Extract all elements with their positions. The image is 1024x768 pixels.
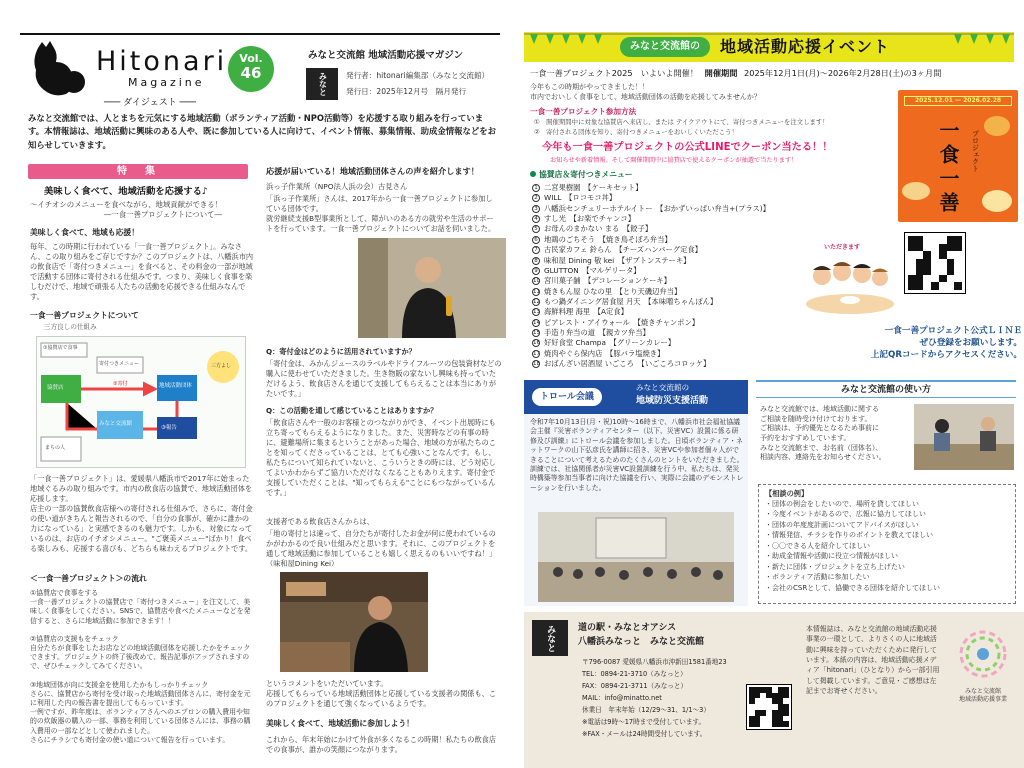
qr-module [939, 282, 947, 290]
feature-bar [28, 164, 248, 179]
how-step-1: ① 開催期間中に対象な協賛店へ来店し、または テイクアウトにて、寄付つきメニューを注文します！ [534, 118, 829, 126]
flow-body: ①協賛店で食事をする 一食一善プロジェクトの協賛店で「寄付つきメニュー」を注文して、美味しく食事をしてください。SNSで、協賛店や食べたメニューなどを発信すると、さらに地域活動に参加できます！！ ②協賛店の支援もをチェック 自分たちが食事をしたお店などの地域活動団体を応援したかをチェックできます。プロジェクトの終了後改めて、報告記事がアップされますので、ぜひチェックしてみてください。 ③地域団体が向に支援金を使用したかもしっかりチェック さらに、協賛店から寄付を受け取った地域活動団体さんに、寄付金を元に利用した内の報告書を提出してもらっています。 一例ですが、昨年度は、ボランティアさんへのエプロンの購入費用や知的の炊飯器の購入の一部、事務を利用している団体さんには、事務の購入費用の一部などとして使われました。 さらにチラシでも寄付金の使い道について報告を行っています。 [30, 589, 251, 744]
hitonari-logo [28, 40, 88, 98]
qr-module [916, 236, 924, 244]
coupon-title: 今年も一食一善プロジェクトの公式LINEでクーポン当たる！！ [542, 142, 833, 153]
period-label: 開催期間 [704, 68, 738, 78]
usage-list-item: ・団体の例会をしたいので、場所を貸してほしい [765, 499, 919, 508]
interview-intro: 「浜っ子作業所」さんは、2017年から一食一善プロジェクトに参加している団体です。 就労継続支援B型事業所として、障がいのある方の就労や生活のサポートを行っています。一食一善プロジェクトについてお話を伺いました。 [266, 194, 496, 233]
menu-item-number: 3 [532, 205, 540, 213]
menu-item [532, 193, 794, 203]
footer-badge-text: みなと交流館 地域活動応援事業 [958, 687, 1007, 704]
qr-module [931, 282, 939, 290]
usage-list-box [758, 484, 1016, 604]
usage-list-item: ・助成金情報や活動に役立つ情報がほしい [765, 552, 898, 561]
usage-list-item: ・今度イベントがあるので、広報に協力してほしい [765, 510, 926, 519]
consult-photo-icon [914, 404, 1014, 470]
menu-item [532, 297, 794, 307]
usage-photo [914, 404, 1014, 470]
diagram-label-5: ②寄付 [113, 381, 128, 387]
footer [524, 612, 1024, 768]
period-text: 2025年12月1日(月)〜2026年2月28日(土)の3ヶ月間 [744, 68, 942, 78]
publisher: 発行者：hitonari編集部（みなと交流館） [346, 71, 490, 80]
feature-label: 特 集 [117, 166, 159, 177]
footer-hours-note: ※電話は9時〜17時まで受付しています。 [582, 718, 706, 726]
qr-module [931, 275, 939, 283]
menu-title [530, 170, 633, 181]
qr-module [947, 267, 955, 275]
footer-logo [532, 620, 568, 656]
mechanism-diagram-svg [37, 337, 245, 467]
usage-list-item: ・新たに団体・プロジェクトを立ち上げたい [765, 562, 905, 571]
banner-title: 地域活動応援イベント [720, 37, 891, 56]
menu-item-label: もつ鍋ダイニング居食屋 月天 【本味噌ちゃんぽん】 [544, 296, 718, 306]
menu-item [532, 204, 794, 214]
usage-body: みなと交流館では、地域活動に関する ご相談を随時受け付けております。 ご相談は、予約優先となるため事前に 予約をおすすめしています。 みなと交流館まで、お名前（団体名）、 相談内容、連絡先をお知らせください。 [760, 405, 886, 462]
qr-module [923, 251, 931, 259]
qr-module [954, 282, 962, 290]
minato-logo [306, 68, 338, 100]
menu-item-number: 13 [533, 309, 540, 316]
menu-item-label: おばんざい居酒屋 いごころ 【いごころコロッケ】 [544, 359, 711, 369]
menu-item-label: ピアレスト・アイウォール 【焼きチャンポン】 [544, 317, 700, 327]
menu-item-label: 二宮果樹園 【ケーキセット】 [544, 183, 643, 192]
menu-item-label: 焼肉やぐら保内店 【豚バラ塩焼き】 [544, 348, 665, 358]
section2-title: 一食一善プロジェクトについて [30, 311, 139, 320]
menu-item [532, 276, 794, 286]
menu-item [532, 338, 794, 348]
menu-item-label: 手造り弁当の道 【親カツ弁当】 [544, 328, 650, 338]
qr-module [939, 251, 947, 259]
qr-module [939, 244, 947, 252]
flow-title: ＜一食一善プロジェクト＞の流れ [30, 574, 147, 583]
troll-section [524, 380, 748, 606]
qr-module [939, 259, 947, 267]
menu-item-number: 10 [533, 278, 540, 285]
project-text: 一食一善プロジェクト2025 いよいよ開催！ [530, 68, 699, 78]
footer-tel: TEL：0894-21-3710（みなっと） [582, 670, 687, 678]
qr-module [954, 275, 962, 283]
logo-sub: Magazine [128, 76, 205, 89]
menu-item-label: 好好食堂 Champa 【グリーンカレー】 [544, 338, 676, 348]
menu-item-number: 6 [532, 236, 540, 244]
qr-module [783, 721, 789, 727]
menu-item-label: 宮川菓子舗 【デコレーションケーキ】 [544, 276, 671, 286]
banner-pre-pill [620, 37, 710, 57]
footer-qr-code[interactable] [746, 684, 792, 730]
diagram-label-3: 地域活動団体 [159, 383, 193, 389]
menu-item-label: 海鮮料理 海里 【A定食】 [544, 307, 628, 317]
menu-item-number: 2 [532, 194, 540, 202]
qr-module [916, 244, 924, 252]
troll-label-pill [532, 388, 602, 406]
issue-date: 発行日：2025年12月号 隔月発行 [346, 87, 467, 96]
troll-header [524, 380, 748, 414]
qr-module [908, 244, 916, 252]
feature-heading: 美味しく食べて、地域活動を応援する♪ [44, 186, 208, 197]
event-lead: 今年もこの時期がやってきました！！ 市内でおいしく食事をして、地域活動団体の活動を応援してみませんか？ [530, 83, 761, 101]
usage-list-item: ・団体の年度度計画についてアドバイスがほしい [765, 520, 919, 529]
menu-item-label: 焼きもん屋 ひなの里 【とり天磯辺弁当】 [544, 286, 682, 296]
bullet-icon [530, 171, 536, 177]
footer-fax: FAX：0894-21-3711（みなっと） [582, 682, 688, 690]
menu-item-number: 4 [532, 215, 540, 223]
a1: 「寄付金は、みかんジュースのラベルやドライフルーツの包装資材などの購入に使わせていただきました。生き物販の家ないし興味も持っていただけるよう、飲食店さんを通じて支援してもらえることは本当にありがたいです。」 [266, 359, 502, 398]
menu-item-number: 8 [532, 257, 540, 265]
wreath-logo-icon [955, 626, 1011, 682]
menu-item [532, 214, 794, 224]
qr-module [916, 282, 924, 290]
menu-item-label: WILL 【ロコモコ丼】 [544, 193, 617, 203]
menu-item [532, 235, 794, 245]
line-text: 一食一善プロジェクト公式ＬＩＮＥ ぜひ登録をお願いします。 上記QRコードからアクセスください。 [870, 326, 1022, 361]
seminar-photo-icon [538, 512, 734, 602]
footer-name-2: 八幡浜みなっと みなと交流館 [578, 637, 705, 647]
qr-module [908, 275, 916, 283]
troll-title-2: 地域防災支援活動 [636, 396, 709, 406]
footer-fax-note: ※FAX・メールは24時間受付しています。 [582, 730, 707, 738]
troll-title-1: みなと交流館の [636, 383, 690, 392]
how-title: 一食一善プロジェクト参加方法 [530, 107, 637, 116]
q1: Q：寄付金はどのように活用されていますか？ [266, 347, 416, 356]
footer-hours: 休業日 年末年始（12/29〜31、1/1〜3） [582, 706, 710, 714]
closing-title: 美味しく食べて、地域活動に参加しよう！ [266, 719, 414, 728]
menu-item-number: 9 [532, 267, 540, 275]
footer-name-1: 道の駅・みなとオアシス [578, 623, 677, 633]
qr-module [954, 267, 962, 275]
section1-body: 毎年、この時期に行われている「一食一善プロジェクト」。みなさん、この取り組みをご存じですか？このプロジェクトは、八幡浜市内の飲食店で「寄付つきメニュー」を食べると、その料金の一部が地域で活動する団体に寄付される仕組みです。つまり、美味しく食事を楽しむだけで、地域で頑張る人たちの活動を応援できる仕組みなんです。 [30, 242, 254, 301]
illustration-people [804, 242, 896, 316]
line-qr-code[interactable] [904, 232, 966, 294]
event-poster [898, 90, 1018, 222]
menu-item [532, 266, 794, 276]
menu-item-number: 11 [533, 288, 540, 295]
support-comment: というコメントをいただいています。 応援してもらっている地域活動団体と応援している支援者の関係も、このプロジェクトを通じて強くなっているようです。 [266, 679, 497, 708]
menu-list [532, 183, 794, 369]
qr-module [923, 275, 931, 283]
interview-photo-2 [280, 572, 428, 672]
coupon-sub: お知らせや新着情報、そして開催期間中に協賛店で使えるクーポンが抽選で当たります！ [550, 157, 798, 164]
qr-module [916, 275, 924, 283]
qr-module [908, 259, 916, 267]
usage-list-item: ・情報発信、チラシを作りのポイントを教えてほしい [765, 531, 933, 540]
person-photo-icon [358, 238, 506, 338]
diagram-caption: 三方良しの仕組み [44, 323, 97, 331]
qr-module [939, 236, 947, 244]
qr-module [947, 251, 955, 259]
menu-item-number: 5 [532, 225, 540, 233]
footer-logo-text: みなと [545, 624, 556, 652]
right-page [512, 0, 1024, 768]
qr-module [916, 267, 924, 275]
menu-item [532, 256, 794, 266]
footer-mail[interactable]: MAIL：info@minatto.net [582, 694, 662, 702]
qr-module [908, 251, 916, 259]
diagram-label-2: 寄付つきメニュー [99, 361, 140, 367]
qr-module [923, 282, 931, 290]
poster-food-3 [982, 190, 1012, 212]
interview-org: 浜っ子作業所（NPO法人浜の会）古見さん [266, 182, 408, 191]
usage-list [765, 499, 1009, 594]
menu-item-number: 18 [533, 361, 540, 368]
poster-food-1 [902, 182, 930, 200]
menu-item [532, 183, 794, 193]
intro-text: みなと交流館では、人とまちを元気にする地域活動（ボランティア活動・NPO活動等）を応援する取り組みを行っています。本情報誌は、地域活動に興味のある人や、既に参加している人に向けて、イベント情報、募集情報、助成金情報などをお知らせしていきます。 [28, 113, 496, 150]
section1-title: 美味しく食べて、地域も応援！ [30, 228, 139, 237]
footer-address: 〒796-0087 愛媛県八幡浜市沖新田1581番地23 [582, 658, 727, 666]
support-intro: 支援者である飲食店さんからは、 [266, 517, 374, 526]
hitonari-mark-icon [28, 40, 88, 98]
qr-module [947, 259, 955, 267]
qr-module [939, 267, 947, 275]
menu-item [532, 287, 794, 297]
digest-label: ─── ダイジェスト ─── [104, 98, 196, 108]
diagram-label-8: まちの人 [45, 445, 66, 451]
qr-module [931, 244, 939, 252]
troll-photo [538, 512, 734, 602]
diagram-label-6: みなと交流館 [99, 421, 133, 427]
diagram-label-7: ③報告 [161, 425, 177, 431]
qr-module [908, 282, 916, 290]
menu-item-number: 1 [532, 184, 540, 192]
qr-module [931, 251, 939, 259]
qr-module [923, 267, 931, 275]
vol-label: Vol. [239, 52, 263, 65]
footer-note: 本情報誌は、みなと交流館の地域活動応援事業の一環として、よりさくの人に地域活動に興味を持っていただくために発行しています。本紙の内容は、地域活動応援メディア「hitonari」（ひとなり）から一部引用して掲載しています。ご意見・ご感想は左記までお寄せください。 [806, 625, 940, 696]
support-quote: 「地の寄付とは違って、自分たちが寄付したお金が何に使われているのかがわかるので良い仕組みだと思います。それに、このプロジェクトを通して地域活動に参加していることも嬉しく思えるのもいいですね！」（味和屋Dining Kei） [266, 529, 497, 568]
qr-module [923, 259, 931, 267]
minato-logo-text: みなと [318, 72, 328, 96]
q2: Q：この活動を通して感じていることはありますか？ [266, 406, 438, 415]
menu-title-text: 協賛店＆寄付つきメニュー [539, 170, 633, 179]
menu-item-label: 地鶏のごちそう 【焼き鳥そぼろ弁当】 [544, 234, 672, 244]
poster-sub: プロジェクト [971, 130, 980, 172]
qr-module [916, 259, 924, 267]
event-banner [524, 32, 1014, 62]
menu-item [532, 245, 794, 255]
qr-module [939, 275, 947, 283]
qr-module [954, 251, 962, 259]
menu-item [532, 224, 794, 234]
troll-label: トロール会議 [540, 392, 594, 402]
qr-module [931, 259, 939, 267]
people-eating-icon [804, 242, 896, 316]
menu-item-number: 15 [533, 330, 540, 337]
qr-module [908, 267, 916, 275]
menu-item-label: すし光 【お楽でチャンコ】 [544, 214, 635, 224]
qr-module [908, 236, 916, 244]
banner-pre: みなと交流館の [630, 41, 700, 52]
qr-module [954, 244, 962, 252]
diagram-label-1: ①協賛店で食事 [43, 345, 78, 351]
vol-number: 46 [240, 64, 262, 82]
how-step-2: ② 寄付される団体を知り、寄付つきメニューをおいしくいただこう！ [534, 128, 738, 136]
qr-module [954, 236, 962, 244]
vol-badge [228, 46, 274, 92]
menu-item-label: 八幡浜センチュリーホテルイトー 【おかずいっぱい弁当+(プラス)】 [544, 203, 770, 213]
menu-item-number: 14 [533, 319, 540, 326]
footer-badge [948, 626, 1018, 716]
usage-list-title: 【相談の例】 [765, 489, 809, 498]
menu-item-number: 12 [533, 298, 540, 305]
a2: 「飲食店さんや一般のお客様とのつながりができ、イベント出展時にも立ち寄ってもらえるようになりました。また、災害時などの有事の時に、避難場所に集まるということがあった場合、地域の方が私たちのことを知ってくださっていることは、とても心強いことなんです。もし、私たちについて知られていないと、こういうときの時には、どう対応してよいかわからずご協力いただけなくなることもありえます。寄付金で支援していただくことは、"知ってもらえる"ことにもつながっているんです。」 [266, 418, 496, 497]
usage-list-item: ・会社のCSRとして、協働できる団体を紹介してほしい [765, 583, 941, 592]
menu-item-label: 古民家カフェ 鈴らん 【チーズハンバーグ定食】 [544, 245, 702, 255]
section2-body: 「一食一善プロジェクト」は、愛媛県八幡浜市で2017年に始まった地域ぐるみの取り組みです。市内の飲食店の協賛で、地域活動団体を応援します。 店主の一部の協賛飲食店様への寄付される仕組みで、さらに、寄付金の使い道がきちんと報告されるので、「自分の食事が、確かに誰かの力になっている」と実感できるのも魅力です。しかも、対象になっているのは、お店のイチオシメニュー。"ご褒美メニュー"ばかり！食べる楽しみも、応援する喜びも、どちらも味わえるプロジェクトです。 [30, 474, 253, 553]
poster-food-2 [984, 116, 1010, 136]
menu-item [532, 318, 794, 328]
menu-item [532, 359, 794, 369]
menu-item-number: 7 [532, 246, 540, 254]
logo-text: Hitonari [96, 46, 228, 77]
project-line [530, 68, 941, 79]
usage-list-item: ・ボランティア活動に参加したい [765, 573, 870, 582]
menu-item-number: 17 [533, 350, 540, 357]
menu-item-label: お母んのまかない まる 【餃子】 [544, 224, 653, 234]
interview-title: 応援が届いている！地域活動団体さんの声を紹介します！ [266, 166, 479, 176]
poster-date: 2025.12.01 — 2026.02.28 [904, 96, 1012, 106]
qr-module [947, 275, 955, 283]
illust-label: いただきます [824, 244, 861, 251]
menu-item [532, 328, 794, 338]
interview-photo-1 [358, 238, 506, 338]
feature-subheading: ～イチオシのメニューを食べながら、地域貢献ができる！ ―一食一善プロジェクトについて― [30, 200, 223, 220]
qr-module [954, 259, 962, 267]
qr-module [947, 244, 955, 252]
menu-item-number: 16 [533, 340, 540, 347]
diagram-label-9: 三方よし [211, 363, 232, 369]
qr-module [931, 236, 939, 244]
mechanism-diagram [36, 336, 246, 468]
usage-list-item: ・〇〇できる人を紹介してほしい [765, 541, 870, 550]
diagram-label-4: 協賛店 [47, 385, 64, 391]
usage-title: みなと交流館の使い方 [840, 385, 931, 395]
magazine-title: みなと交流館 地域活動応援マガジン [308, 50, 464, 61]
menu-item-label: 味和屋 Dining 敬 kei 【ザブトンステーキ】 [544, 255, 691, 265]
qr-module [931, 267, 939, 275]
top-rule [20, 33, 500, 35]
poster-title: 一食一善 [936, 120, 960, 216]
qr-module [947, 282, 955, 290]
qr-module [923, 244, 931, 252]
usage-title-box [756, 380, 1016, 398]
menu-item [532, 307, 794, 317]
closing-body: これから、年末年始にかけて外食が多くなるこの時期！私たちの飲食店での食事が、誰かの笑顔につながります。 [266, 735, 497, 754]
troll-body: 令和7年10月13日(月・祝)10時〜16時まで、八幡浜市社会福祉協議会主催『災害ボランティアセンター（以下、災害VC）設置に係る研修及び訓練』にトロール会議を参加しました。日頃ボランティア・ネットワークの山下弘彦氏を講師に招き、災害VCや参加者個々人ができることについて考えるためのたくさんのヒントをいただきました。訓練では、社協関係者が災害VC設置訓練を行う中、私たちは、発災時構築等参加当事者に向けた協議を行い、実際に会議のデモンストレーションを行いました。 [530, 418, 744, 492]
menu-item-label: GLUTTON 【マルゲリータ】 [544, 265, 641, 275]
menu-item [532, 349, 794, 359]
qr-module [947, 236, 955, 244]
qr-module [916, 251, 924, 259]
qr-module [923, 236, 931, 244]
chef-photo-icon [280, 572, 428, 672]
